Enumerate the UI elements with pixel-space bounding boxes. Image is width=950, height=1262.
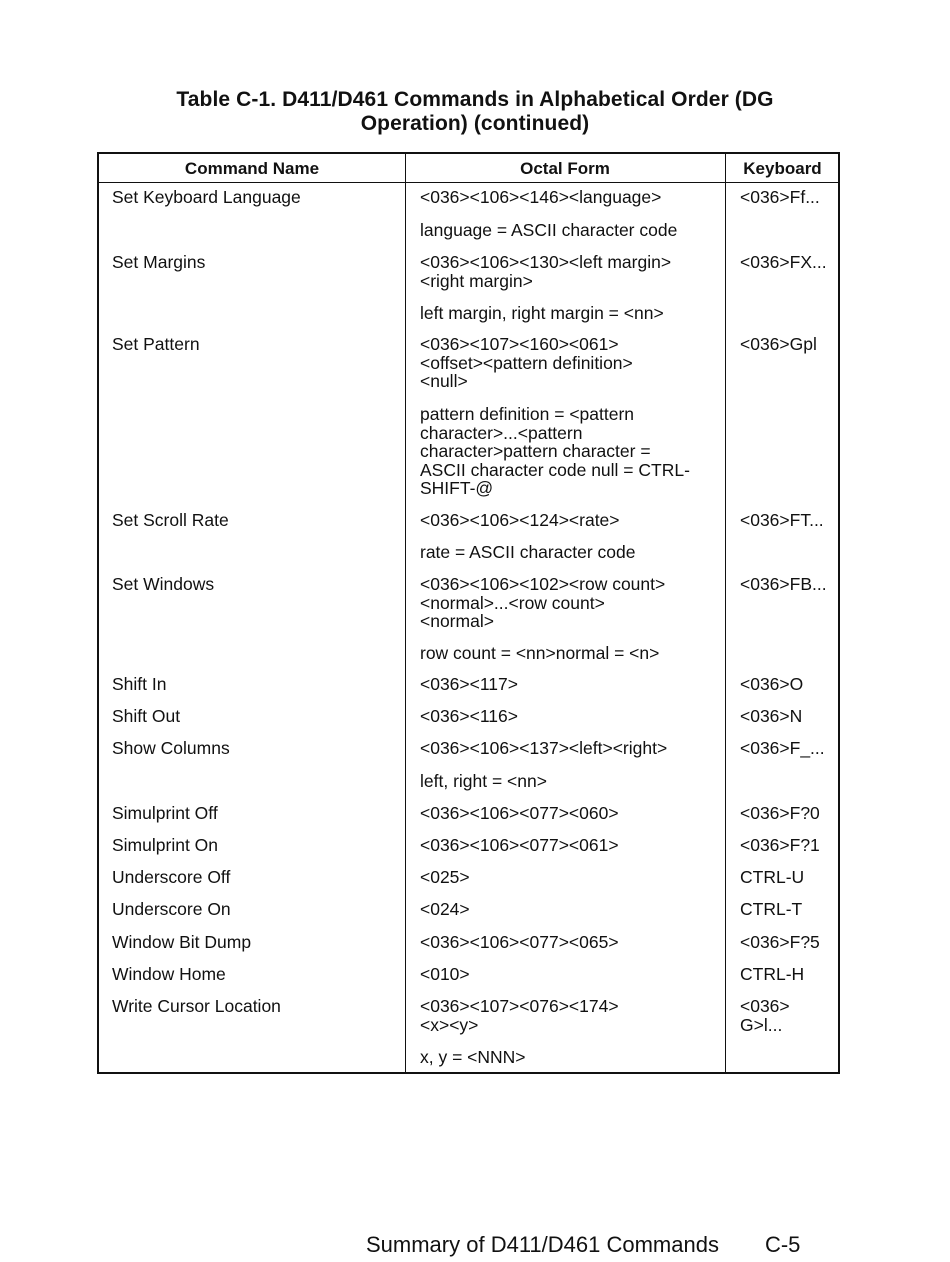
octal-form-cell: [420, 965, 470, 984]
octal-form-line: x, y = <NNN>: [420, 1047, 526, 1067]
table-title-line-1: Table C-1. D411/D461 Commands in Alphabetical Order (DG: [176, 88, 774, 111]
octal-form-line: <036><106><124><rate>: [420, 510, 620, 530]
keyboard-line: <036>O: [740, 674, 804, 694]
octal-form-line: <036><107><076><174>: [420, 996, 619, 1016]
octal-form-line: SHIFT-@: [420, 478, 494, 498]
keyboard-line: <036>F_...: [740, 738, 825, 758]
keyboard-cell: [740, 900, 802, 919]
header-keyboard: Keyboard: [743, 159, 822, 178]
keyboard-line: <036>F?1: [740, 835, 820, 855]
keyboard-cell: [740, 253, 827, 272]
column-divider-2: [725, 154, 726, 1072]
keyboard-line: CTRL-H: [740, 964, 805, 984]
octal-form-cell: [420, 739, 667, 758]
octal-form-cell: [420, 253, 671, 290]
octal-form-line: language = ASCII character code: [420, 220, 678, 240]
octal-form-cell: [420, 868, 470, 887]
keyboard-cell: [740, 511, 824, 530]
command-name-cell: Set Keyboard Language: [112, 187, 301, 207]
octal-form-cell: [420, 405, 690, 498]
octal-form-cell: [420, 772, 547, 791]
octal-form-line: <right margin>: [420, 270, 533, 291]
octal-form-line: <036><106><077><065>: [420, 932, 619, 952]
keyboard-line: <036>FX...: [740, 252, 827, 272]
keyboard-cell: [740, 965, 804, 984]
keyboard-cell: [740, 575, 827, 594]
octal-form-line: ASCII character code null = CTRL-: [420, 459, 690, 480]
command-name-cell: Simulprint On: [112, 835, 219, 855]
octal-form-cell: [420, 836, 619, 855]
command-name-cell: Window Bit Dump: [112, 932, 252, 952]
page-footer: [366, 1232, 800, 1258]
keyboard-line: <036>: [740, 996, 790, 1016]
keyboard-line: <036>FB...: [740, 574, 827, 594]
octal-form-cell: [420, 304, 664, 323]
footer-section-title: Summary of D411/D461 Commands: [366, 1232, 719, 1257]
command-name-cell: Simulprint Off: [112, 803, 218, 823]
octal-form-line: <036><116>: [420, 706, 518, 726]
keyboard-cell: [740, 933, 820, 952]
octal-form-cell: [420, 575, 665, 631]
octal-form-line: <024>: [420, 899, 470, 919]
octal-form-cell: [420, 221, 677, 240]
keyboard-line: CTRL-U: [740, 867, 805, 887]
command-name-cell: Underscore On: [112, 899, 231, 919]
octal-form-line: <036><106><077><061>: [420, 835, 619, 855]
octal-form-cell: [420, 707, 518, 726]
command-name-cell: Set Pattern: [112, 334, 200, 354]
octal-form-line: <036><106><130><left margin>: [420, 252, 672, 272]
octal-form-line: <offset><pattern definition>: [420, 352, 633, 373]
octal-form-cell: [420, 644, 659, 663]
octal-form-line: <036><106><146><language>: [420, 187, 662, 207]
table-title-line-2: Operation) (continued): [360, 112, 590, 135]
keyboard-line: G>l...: [740, 1014, 783, 1035]
keyboard-cell: [740, 804, 820, 823]
keyboard-cell: [740, 739, 825, 758]
octal-form-line: left margin, right margin = <nn>: [420, 303, 664, 323]
table-title: [0, 88, 950, 136]
octal-form-line: <036><106><137><left><right>: [420, 738, 668, 758]
octal-form-cell: [420, 1048, 526, 1067]
octal-form-line: <036><106><077><060>: [420, 803, 619, 823]
octal-form-line: pattern definition = <pattern: [420, 404, 635, 424]
header-command-name: Command Name: [184, 159, 320, 178]
octal-form-cell: [420, 335, 633, 391]
octal-form-line: <x><y>: [420, 1014, 479, 1035]
keyboard-line: <036>N: [740, 706, 803, 726]
octal-form-line: row count = <nn>normal = <n>: [420, 643, 660, 663]
octal-form-cell: [420, 997, 619, 1034]
octal-form-cell: [420, 543, 635, 562]
keyboard-line: <036>Ff...: [740, 187, 820, 207]
command-name-cell: Set Windows: [112, 574, 215, 594]
octal-form-cell: [420, 804, 619, 823]
octal-form-line: <036><117>: [420, 674, 518, 694]
octal-form-line: <null>: [420, 371, 468, 391]
command-name-cell: Write Cursor Location: [112, 996, 281, 1016]
octal-form-cell: [420, 900, 470, 919]
keyboard-line: <036>FT...: [740, 510, 824, 530]
octal-form-cell: [420, 675, 518, 694]
keyboard-cell: [740, 675, 803, 694]
command-name-cell: Set Scroll Rate: [112, 510, 229, 530]
octal-form-line: <normal>...<row count>: [420, 592, 605, 613]
octal-form-line: <036><106><102><row count>: [420, 574, 666, 594]
column-divider-1: [405, 154, 406, 1072]
page-number: C-5: [764, 1232, 801, 1257]
keyboard-cell: [740, 836, 820, 855]
keyboard-line: <036>F?5: [740, 932, 820, 952]
keyboard-cell: [740, 707, 802, 726]
keyboard-cell: [740, 335, 817, 354]
command-name-cell: Show Columns: [112, 738, 230, 758]
header-divider: [99, 182, 838, 183]
command-name-cell: Set Margins: [112, 252, 206, 272]
keyboard-line: CTRL-T: [740, 899, 803, 919]
octal-form-line: character>pattern character =: [420, 441, 651, 461]
command-name-cell: Shift In: [112, 674, 167, 694]
octal-form-line: <010>: [420, 964, 470, 984]
keyboard-line: <036>F?0: [740, 803, 820, 823]
octal-form-line: <036><107><160><061>: [420, 334, 619, 354]
octal-form-cell: [420, 188, 661, 207]
octal-form-line: <025>: [420, 867, 470, 887]
keyboard-line: <036>Gpl: [740, 334, 817, 354]
octal-form-line: left, right = <nn>: [420, 771, 547, 791]
command-name-cell: Shift Out: [112, 706, 181, 726]
octal-form-line: <normal>: [420, 611, 494, 631]
keyboard-cell: [740, 188, 820, 207]
keyboard-cell: [740, 868, 804, 887]
command-name-cell: Underscore Off: [112, 867, 231, 887]
octal-form-line: character>...<pattern: [420, 422, 583, 443]
octal-form-cell: [420, 511, 620, 530]
octal-form-cell: [420, 933, 619, 952]
octal-form-line: rate = ASCII character code: [420, 542, 636, 562]
command-table: [97, 152, 840, 1074]
keyboard-cell: [740, 997, 790, 1034]
command-name-cell: Window Home: [112, 964, 226, 984]
header-octal-form: Octal Form: [520, 159, 610, 178]
